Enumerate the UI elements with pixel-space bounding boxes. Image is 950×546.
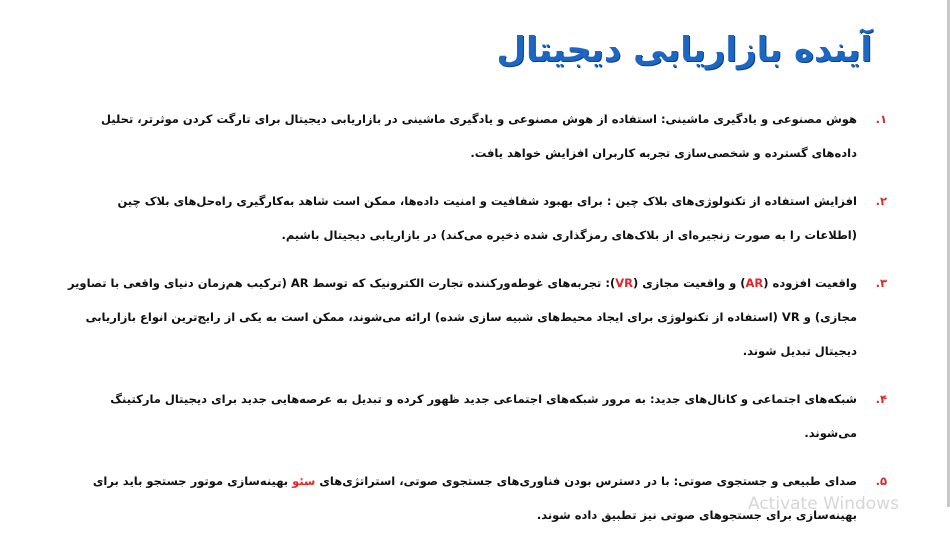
item-text: هوش مصنوعی و یادگیری ماشینی: استفاده از هوش مصنوعی و یادگیری ماشینی در بازاریابی دیجیتال برای تارگت کردن موثرتر، تحلیل داده‌های گسترده و شخصی‌سازی تجربه کاربران افزایش خواهد یافت.	[101, 112, 857, 160]
activation-watermark: Activate Windows	[748, 494, 899, 514]
vr-highlight: VR	[615, 276, 633, 290]
numbered-list	[67, 102, 887, 546]
item-text-part: ) و واقعیت مجازی (	[632, 276, 746, 290]
item-number: ۳.	[875, 276, 887, 290]
list-item	[67, 184, 887, 252]
item-text: شبکه‌های اجتماعی و کانال‌های جدید: به مرور شبکه‌های اجتماعی جدید ظهور کرده و تبدیل به عرصه‌هایی جدید برای دیجیتال مارکتینگ می‌شوند.	[110, 392, 857, 440]
list-item	[67, 382, 887, 450]
item-text: افزایش استفاده از تکنولوژی‌های بلاک چین : برای بهبود شفافیت و امنیت داده‌ها، ممکن است شاهد به‌کارگیری راه‌حل‌های بلاک چین (اطلاعات را به صورت زنجیره‌ای از بلاک‌های رمزگذاری شده ذخیره می‌کند) در بازاریابی دیجیتال باشیم.	[117, 194, 857, 242]
item-number: ۱.	[875, 112, 887, 126]
item-text-part: بهینه‌سازی موتور جستجو باید برای بهینه‌سازی برای جستجوهای صوتی نیز تطبیق داده شوند.	[92, 474, 857, 522]
list-item	[67, 266, 887, 368]
list-item	[67, 102, 887, 170]
item-number: ۵.	[875, 474, 887, 488]
page-title: آینده بازاریابی دیجیتال	[496, 30, 872, 70]
ar-highlight: AR	[745, 276, 764, 290]
item-number: ۲.	[875, 194, 887, 208]
item-text-part: ): تجربه‌های غوطه‌ورکننده تجارت الکترونیک که توسط AR (ترکیب هم‌زمان دنیای واقعی با تصاویر مجازی) و VR (استفاده از تکنولوژی برای ایجاد محیط‌های شبیه سازی شده) ارائه می‌شوند، ممکن است به یکی از رایج‌ترین انواع بازاریابی دیجیتال تبدیل شوند.	[67, 276, 857, 358]
item-text-part: صدای طبیعی و جستجوی صوتی: با در دسترس بودن فناوری‌های جستجوی صوتی، استراتژی‌های	[315, 474, 857, 488]
item-text-part: واقعیت افزوده (	[763, 276, 857, 290]
seo-highlight: سئو	[292, 474, 316, 488]
item-number: ۴.	[875, 392, 887, 406]
